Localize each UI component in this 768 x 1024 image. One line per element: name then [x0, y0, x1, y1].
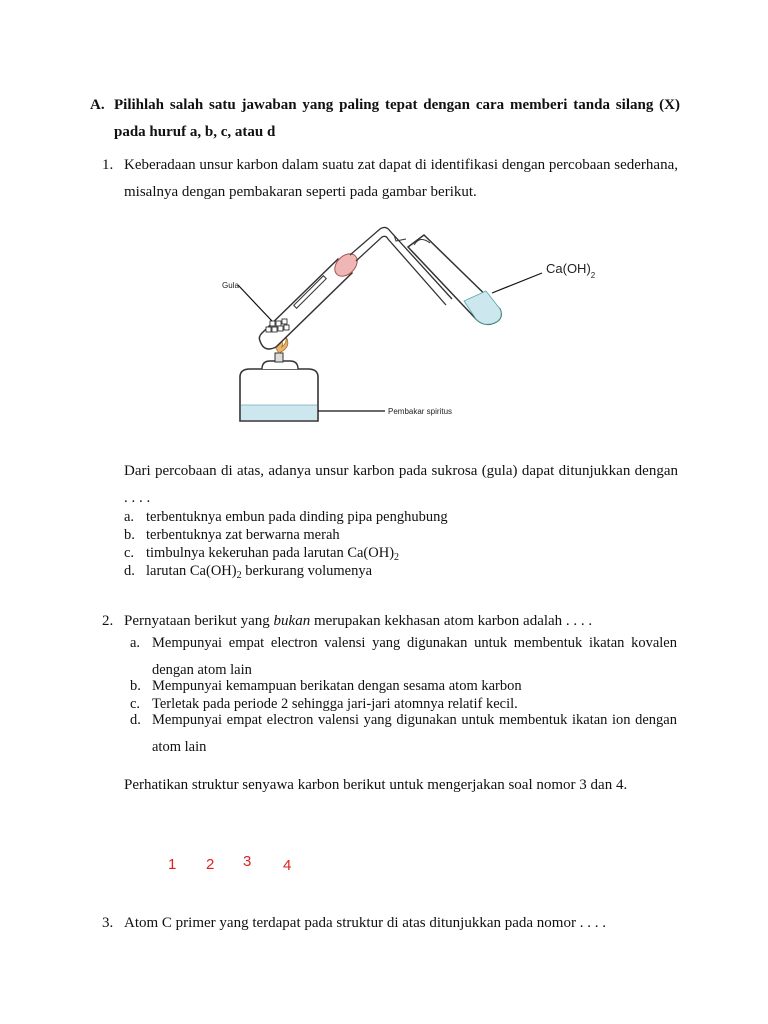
- gula-label: Gula: [222, 281, 239, 290]
- spirit-burner: [240, 333, 318, 421]
- section-instruction: Pilihlah salah satu jawaban yang paling tepat dengan cara memberi tanda silang (X) pada huruf a, b, c, atau d: [114, 97, 680, 140]
- caoh-label: $Ca(OH)_2$: [546, 261, 596, 280]
- structure-label-2: 2: [206, 856, 215, 873]
- limewater-test-tube: [408, 235, 501, 324]
- question-text: Atom C primer yang terdapat pada struktur di atas ditunjukkan pada nomor . . . .: [124, 915, 606, 931]
- structure-label-3: 3: [243, 853, 252, 870]
- question-text: Keberadaan unsur karbon dalam suatu zat dapat di identifikasi dengan percobaan sederhana, misalnya dengan pembakaran seperti pada gambar berikut.: [124, 157, 678, 200]
- question-text: Pernyataan berikut yang bukan merupakan kekhasan atom karbon adalah . . . .: [124, 613, 593, 629]
- structure-label-4: 4: [283, 857, 292, 874]
- section-heading: [90, 92, 680, 146]
- question-number: 2.: [102, 613, 114, 629]
- section-letter: A.: [90, 97, 105, 113]
- question-number: 1.: [102, 157, 114, 173]
- burner-label: Pembakar spiritus: [388, 407, 453, 416]
- structure-label-1: 1: [168, 856, 177, 873]
- heating-test-tube: [259, 249, 361, 349]
- question-stem: Dari percobaan di atas, adanya unsur karbon pada sukrosa (gula) dapat ditunjukkan dengan . . . .: [124, 463, 678, 506]
- experiment-figure: [200, 215, 620, 435]
- question-number: 3.: [102, 915, 114, 931]
